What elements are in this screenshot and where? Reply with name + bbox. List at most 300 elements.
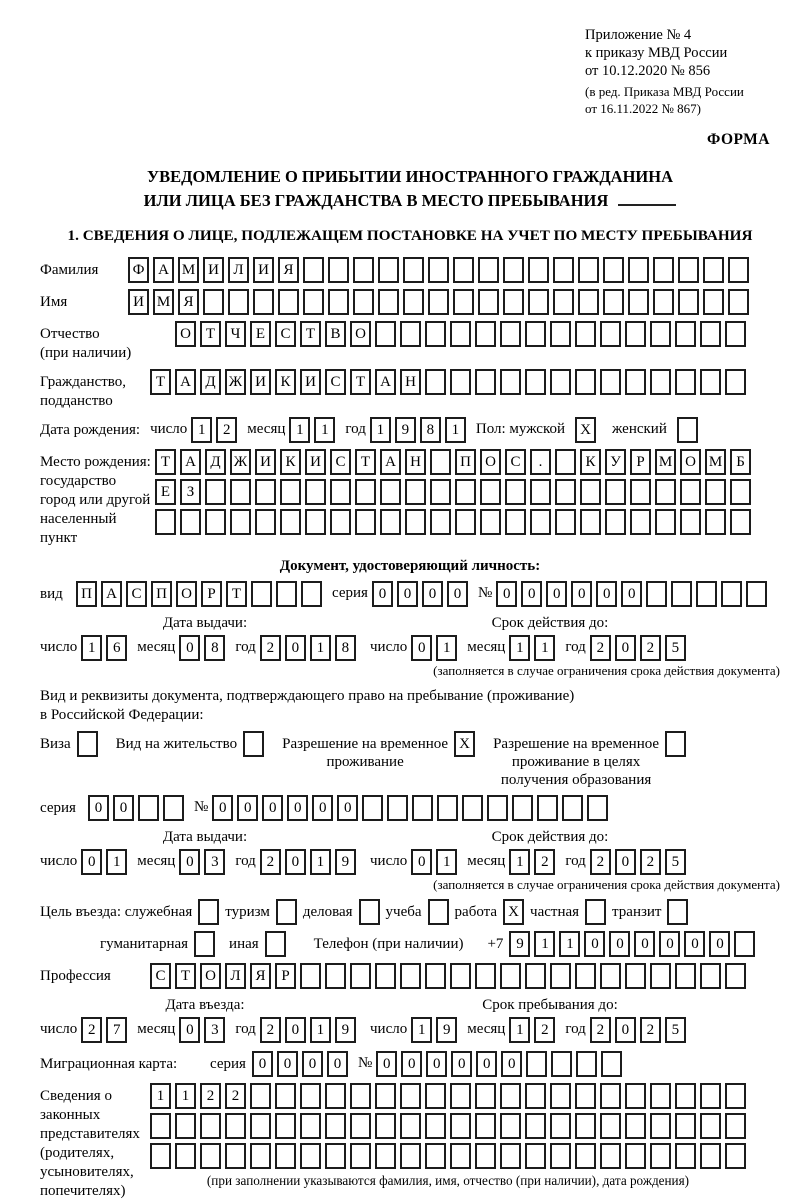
char-cell[interactable] (380, 509, 401, 535)
checkbox-male[interactable]: X (575, 417, 596, 443)
char-cell[interactable] (500, 963, 521, 989)
char-cell[interactable]: 0 (451, 1051, 472, 1077)
char-cell[interactable]: 0 (285, 635, 306, 661)
char-cell[interactable] (155, 509, 176, 535)
char-cell[interactable] (375, 1143, 396, 1169)
checkbox-visa[interactable] (77, 731, 98, 757)
char-cell[interactable]: 0 (372, 581, 393, 607)
char-cell[interactable] (650, 1113, 671, 1139)
char-cell[interactable] (325, 1083, 346, 1109)
char-cell[interactable] (605, 479, 626, 505)
char-cell[interactable]: И (253, 257, 274, 283)
char-cell[interactable] (746, 581, 767, 607)
char-cell[interactable] (253, 289, 274, 315)
char-cell[interactable] (400, 1113, 421, 1139)
char-cell[interactable]: 0 (285, 1017, 306, 1043)
char-cell[interactable]: 8 (204, 635, 225, 661)
char-cell[interactable] (430, 509, 451, 535)
char-cell[interactable]: К (275, 369, 296, 395)
char-cell[interactable]: 0 (709, 931, 730, 957)
char-cell[interactable]: О (175, 321, 196, 347)
char-cell[interactable]: 2 (200, 1083, 221, 1109)
char-cell[interactable] (603, 257, 624, 283)
char-cell[interactable] (675, 1113, 696, 1139)
char-cell[interactable]: О (350, 321, 371, 347)
char-cell[interactable] (175, 1113, 196, 1139)
char-cell[interactable] (251, 581, 272, 607)
char-cell[interactable]: Т (200, 321, 221, 347)
char-cell[interactable]: 3 (204, 849, 225, 875)
char-cell[interactable]: 0 (422, 581, 443, 607)
char-cell[interactable] (250, 1083, 271, 1109)
char-cell[interactable] (728, 257, 749, 283)
char-cell[interactable] (350, 1113, 371, 1139)
checkbox-transit[interactable] (667, 899, 688, 925)
char-cell[interactable] (378, 289, 399, 315)
char-cell[interactable]: Ж (230, 449, 251, 475)
char-cell[interactable]: З (180, 479, 201, 505)
char-cell[interactable] (525, 321, 546, 347)
char-cell[interactable] (703, 289, 724, 315)
char-cell[interactable]: 2 (640, 1017, 661, 1043)
char-cell[interactable] (350, 963, 371, 989)
char-cell[interactable]: А (380, 449, 401, 475)
char-cell[interactable] (525, 1143, 546, 1169)
char-cell[interactable] (228, 289, 249, 315)
char-cell[interactable] (230, 479, 251, 505)
checkbox-tourism[interactable] (276, 899, 297, 925)
char-cell[interactable] (600, 1143, 621, 1169)
char-cell[interactable]: С (330, 449, 351, 475)
char-cell[interactable]: 0 (179, 635, 200, 661)
char-cell[interactable] (580, 509, 601, 535)
char-cell[interactable]: 8 (420, 417, 441, 443)
char-cell[interactable] (453, 289, 474, 315)
char-cell[interactable] (280, 479, 301, 505)
char-cell[interactable] (205, 479, 226, 505)
char-cell[interactable] (650, 369, 671, 395)
char-cell[interactable] (700, 963, 721, 989)
char-cell[interactable] (437, 795, 458, 821)
char-cell[interactable] (650, 321, 671, 347)
char-cell[interactable] (275, 1113, 296, 1139)
char-cell[interactable] (300, 1113, 321, 1139)
char-cell[interactable] (525, 1083, 546, 1109)
char-cell[interactable] (353, 257, 374, 283)
char-cell[interactable]: 1 (445, 417, 466, 443)
char-cell[interactable]: 0 (426, 1051, 447, 1077)
char-cell[interactable] (562, 795, 583, 821)
char-cell[interactable]: 9 (509, 931, 530, 957)
char-cell[interactable]: И (300, 369, 321, 395)
char-cell[interactable] (180, 509, 201, 535)
char-cell[interactable] (721, 581, 742, 607)
char-cell[interactable] (278, 289, 299, 315)
char-cell[interactable]: 1 (509, 635, 530, 661)
char-cell[interactable] (700, 1113, 721, 1139)
char-cell[interactable]: 0 (447, 581, 468, 607)
char-cell[interactable]: 9 (335, 849, 356, 875)
char-cell[interactable]: П (455, 449, 476, 475)
char-cell[interactable] (375, 321, 396, 347)
char-cell[interactable]: Л (225, 963, 246, 989)
char-cell[interactable] (475, 321, 496, 347)
char-cell[interactable]: 0 (501, 1051, 522, 1077)
char-cell[interactable]: 0 (179, 1017, 200, 1043)
checkbox-private[interactable] (585, 899, 606, 925)
char-cell[interactable] (575, 321, 596, 347)
char-cell[interactable]: 2 (534, 1017, 555, 1043)
char-cell[interactable]: 2 (216, 417, 237, 443)
char-cell[interactable]: 0 (262, 795, 283, 821)
checkbox-work[interactable]: X (503, 899, 524, 925)
char-cell[interactable]: М (705, 449, 726, 475)
char-cell[interactable]: 1 (370, 417, 391, 443)
char-cell[interactable]: 3 (204, 1017, 225, 1043)
char-cell[interactable]: 8 (335, 635, 356, 661)
char-cell[interactable] (203, 289, 224, 315)
char-cell[interactable]: А (375, 369, 396, 395)
char-cell[interactable] (255, 509, 276, 535)
char-cell[interactable] (555, 479, 576, 505)
char-cell[interactable]: Т (175, 963, 196, 989)
char-cell[interactable]: 7 (106, 1017, 127, 1043)
char-cell[interactable]: 2 (260, 849, 281, 875)
char-cell[interactable] (330, 479, 351, 505)
char-cell[interactable]: 2 (590, 635, 611, 661)
char-cell[interactable] (325, 1143, 346, 1169)
char-cell[interactable]: П (76, 581, 97, 607)
char-cell[interactable] (550, 963, 571, 989)
char-cell[interactable] (138, 795, 159, 821)
char-cell[interactable]: А (175, 369, 196, 395)
char-cell[interactable] (328, 257, 349, 283)
char-cell[interactable] (375, 1113, 396, 1139)
char-cell[interactable] (730, 479, 751, 505)
char-cell[interactable] (150, 1113, 171, 1139)
char-cell[interactable]: 0 (571, 581, 592, 607)
char-cell[interactable]: 1 (310, 849, 331, 875)
char-cell[interactable]: С (325, 369, 346, 395)
char-cell[interactable] (300, 1083, 321, 1109)
char-cell[interactable]: 5 (665, 1017, 686, 1043)
char-cell[interactable] (280, 509, 301, 535)
char-cell[interactable]: 0 (212, 795, 233, 821)
char-cell[interactable] (537, 795, 558, 821)
char-cell[interactable]: 1 (436, 849, 457, 875)
char-cell[interactable] (600, 1113, 621, 1139)
char-cell[interactable]: 1 (534, 931, 555, 957)
char-cell[interactable]: 2 (534, 849, 555, 875)
char-cell[interactable] (375, 963, 396, 989)
char-cell[interactable] (530, 509, 551, 535)
char-cell[interactable]: Ж (225, 369, 246, 395)
char-cell[interactable] (325, 963, 346, 989)
char-cell[interactable]: Л (228, 257, 249, 283)
char-cell[interactable]: 1 (191, 417, 212, 443)
char-cell[interactable] (225, 1113, 246, 1139)
char-cell[interactable] (705, 509, 726, 535)
char-cell[interactable]: 0 (376, 1051, 397, 1077)
char-cell[interactable] (725, 1083, 746, 1109)
char-cell[interactable]: Р (275, 963, 296, 989)
char-cell[interactable] (503, 257, 524, 283)
char-cell[interactable]: Я (278, 257, 299, 283)
char-cell[interactable] (528, 289, 549, 315)
char-cell[interactable] (550, 321, 571, 347)
char-cell[interactable] (305, 479, 326, 505)
char-cell[interactable]: 0 (609, 931, 630, 957)
char-cell[interactable]: 9 (436, 1017, 457, 1043)
char-cell[interactable]: В (325, 321, 346, 347)
char-cell[interactable]: 0 (113, 795, 134, 821)
char-cell[interactable] (276, 581, 297, 607)
char-cell[interactable]: 0 (397, 581, 418, 607)
char-cell[interactable] (175, 1143, 196, 1169)
char-cell[interactable] (650, 963, 671, 989)
char-cell[interactable] (275, 1083, 296, 1109)
char-cell[interactable] (375, 1083, 396, 1109)
char-cell[interactable] (350, 1143, 371, 1169)
char-cell[interactable] (500, 1083, 521, 1109)
char-cell[interactable] (300, 963, 321, 989)
char-cell[interactable]: 2 (590, 1017, 611, 1043)
char-cell[interactable] (353, 289, 374, 315)
char-cell[interactable] (355, 509, 376, 535)
char-cell[interactable] (455, 509, 476, 535)
char-cell[interactable]: 0 (411, 849, 432, 875)
char-cell[interactable] (350, 1083, 371, 1109)
char-cell[interactable]: Т (350, 369, 371, 395)
char-cell[interactable] (475, 963, 496, 989)
char-cell[interactable] (628, 257, 649, 283)
checkbox-residence-permit[interactable] (243, 731, 264, 757)
char-cell[interactable]: 0 (476, 1051, 497, 1077)
char-cell[interactable] (387, 795, 408, 821)
char-cell[interactable] (450, 1143, 471, 1169)
char-cell[interactable] (525, 963, 546, 989)
char-cell[interactable]: 2 (260, 1017, 281, 1043)
char-cell[interactable] (428, 289, 449, 315)
char-cell[interactable] (578, 257, 599, 283)
char-cell[interactable] (425, 1143, 446, 1169)
char-cell[interactable]: . (530, 449, 551, 475)
char-cell[interactable]: А (101, 581, 122, 607)
char-cell[interactable]: С (275, 321, 296, 347)
char-cell[interactable] (550, 1083, 571, 1109)
char-cell[interactable]: 0 (684, 931, 705, 957)
char-cell[interactable]: Т (150, 369, 171, 395)
char-cell[interactable] (675, 1143, 696, 1169)
char-cell[interactable]: А (153, 257, 174, 283)
char-cell[interactable]: 0 (401, 1051, 422, 1077)
char-cell[interactable]: 1 (81, 635, 102, 661)
char-cell[interactable]: 0 (81, 849, 102, 875)
char-cell[interactable] (580, 479, 601, 505)
char-cell[interactable] (703, 257, 724, 283)
char-cell[interactable] (380, 479, 401, 505)
char-cell[interactable] (500, 1143, 521, 1169)
char-cell[interactable] (725, 1113, 746, 1139)
char-cell[interactable]: 0 (179, 849, 200, 875)
char-cell[interactable] (425, 1083, 446, 1109)
char-cell[interactable]: С (505, 449, 526, 475)
char-cell[interactable] (696, 581, 717, 607)
char-cell[interactable] (405, 479, 426, 505)
char-cell[interactable]: 0 (596, 581, 617, 607)
char-cell[interactable] (330, 509, 351, 535)
char-cell[interactable] (725, 963, 746, 989)
char-cell[interactable] (428, 257, 449, 283)
char-cell[interactable] (303, 289, 324, 315)
char-cell[interactable] (462, 795, 483, 821)
char-cell[interactable] (625, 369, 646, 395)
char-cell[interactable]: 0 (88, 795, 109, 821)
char-cell[interactable]: 0 (659, 931, 680, 957)
char-cell[interactable] (300, 1143, 321, 1169)
checkbox-temp-permit[interactable]: X (454, 731, 475, 757)
char-cell[interactable] (725, 321, 746, 347)
char-cell[interactable]: 0 (584, 931, 605, 957)
char-cell[interactable]: 2 (81, 1017, 102, 1043)
char-cell[interactable]: 9 (335, 1017, 356, 1043)
char-cell[interactable]: Ф (128, 257, 149, 283)
char-cell[interactable] (405, 509, 426, 535)
char-cell[interactable] (700, 1083, 721, 1109)
char-cell[interactable]: Я (178, 289, 199, 315)
char-cell[interactable] (551, 1051, 572, 1077)
char-cell[interactable]: 1 (436, 635, 457, 661)
char-cell[interactable] (575, 1113, 596, 1139)
char-cell[interactable] (700, 369, 721, 395)
char-cell[interactable]: 6 (106, 635, 127, 661)
char-cell[interactable] (475, 1113, 496, 1139)
char-cell[interactable] (601, 1051, 622, 1077)
char-cell[interactable]: 0 (615, 1017, 636, 1043)
char-cell[interactable] (475, 1143, 496, 1169)
char-cell[interactable] (225, 1143, 246, 1169)
char-cell[interactable] (587, 795, 608, 821)
char-cell[interactable] (403, 257, 424, 283)
char-cell[interactable]: М (178, 257, 199, 283)
char-cell[interactable]: 1 (289, 417, 310, 443)
char-cell[interactable] (705, 479, 726, 505)
char-cell[interactable] (500, 1113, 521, 1139)
char-cell[interactable] (678, 289, 699, 315)
char-cell[interactable] (478, 257, 499, 283)
char-cell[interactable]: И (250, 369, 271, 395)
char-cell[interactable]: 0 (615, 849, 636, 875)
checkbox-female[interactable] (677, 417, 698, 443)
char-cell[interactable]: 2 (225, 1083, 246, 1109)
char-cell[interactable] (700, 1143, 721, 1169)
char-cell[interactable]: Е (155, 479, 176, 505)
char-cell[interactable] (555, 449, 576, 475)
checkbox-official[interactable] (198, 899, 219, 925)
char-cell[interactable] (530, 479, 551, 505)
char-cell[interactable] (728, 289, 749, 315)
char-cell[interactable]: 2 (640, 635, 661, 661)
char-cell[interactable] (400, 1143, 421, 1169)
char-cell[interactable]: Н (400, 369, 421, 395)
checkbox-temp-permit-edu[interactable] (665, 731, 686, 757)
char-cell[interactable] (630, 509, 651, 535)
char-cell[interactable] (425, 369, 446, 395)
char-cell[interactable] (671, 581, 692, 607)
char-cell[interactable] (525, 369, 546, 395)
char-cell[interactable] (450, 369, 471, 395)
char-cell[interactable] (555, 509, 576, 535)
char-cell[interactable]: 1 (106, 849, 127, 875)
char-cell[interactable] (301, 581, 322, 607)
char-cell[interactable]: 0 (237, 795, 258, 821)
char-cell[interactable] (480, 509, 501, 535)
char-cell[interactable]: 2 (260, 635, 281, 661)
char-cell[interactable] (625, 1113, 646, 1139)
char-cell[interactable]: 0 (252, 1051, 273, 1077)
char-cell[interactable]: Б (730, 449, 751, 475)
char-cell[interactable]: 1 (509, 849, 530, 875)
char-cell[interactable] (550, 369, 571, 395)
char-cell[interactable]: 1 (509, 1017, 530, 1043)
char-cell[interactable] (305, 509, 326, 535)
char-cell[interactable]: 0 (621, 581, 642, 607)
char-cell[interactable] (578, 289, 599, 315)
char-cell[interactable] (650, 1083, 671, 1109)
char-cell[interactable] (512, 795, 533, 821)
char-cell[interactable]: 0 (411, 635, 432, 661)
char-cell[interactable]: 5 (665, 635, 686, 661)
char-cell[interactable] (630, 479, 651, 505)
char-cell[interactable]: Д (205, 449, 226, 475)
char-cell[interactable]: С (126, 581, 147, 607)
char-cell[interactable] (575, 1143, 596, 1169)
char-cell[interactable]: 0 (615, 635, 636, 661)
char-cell[interactable] (403, 289, 424, 315)
char-cell[interactable]: Ч (225, 321, 246, 347)
char-cell[interactable] (653, 257, 674, 283)
char-cell[interactable]: 0 (312, 795, 333, 821)
char-cell[interactable] (680, 479, 701, 505)
char-cell[interactable]: 1 (314, 417, 335, 443)
char-cell[interactable] (625, 963, 646, 989)
char-cell[interactable]: 9 (395, 417, 416, 443)
char-cell[interactable] (250, 1143, 271, 1169)
char-cell[interactable] (655, 509, 676, 535)
char-cell[interactable] (430, 479, 451, 505)
char-cell[interactable]: 1 (310, 1017, 331, 1043)
char-cell[interactable] (505, 479, 526, 505)
char-cell[interactable]: 1 (534, 635, 555, 661)
char-cell[interactable] (450, 1083, 471, 1109)
char-cell[interactable] (575, 369, 596, 395)
char-cell[interactable] (400, 321, 421, 347)
char-cell[interactable] (725, 1143, 746, 1169)
char-cell[interactable] (325, 1113, 346, 1139)
char-cell[interactable] (450, 963, 471, 989)
char-cell[interactable]: 1 (310, 635, 331, 661)
char-cell[interactable] (328, 289, 349, 315)
char-cell[interactable] (575, 963, 596, 989)
char-cell[interactable]: 1 (150, 1083, 171, 1109)
checkbox-business[interactable] (359, 899, 380, 925)
char-cell[interactable] (625, 1083, 646, 1109)
char-cell[interactable] (600, 321, 621, 347)
char-cell[interactable]: Р (201, 581, 222, 607)
char-cell[interactable]: У (605, 449, 626, 475)
char-cell[interactable] (378, 257, 399, 283)
char-cell[interactable] (576, 1051, 597, 1077)
